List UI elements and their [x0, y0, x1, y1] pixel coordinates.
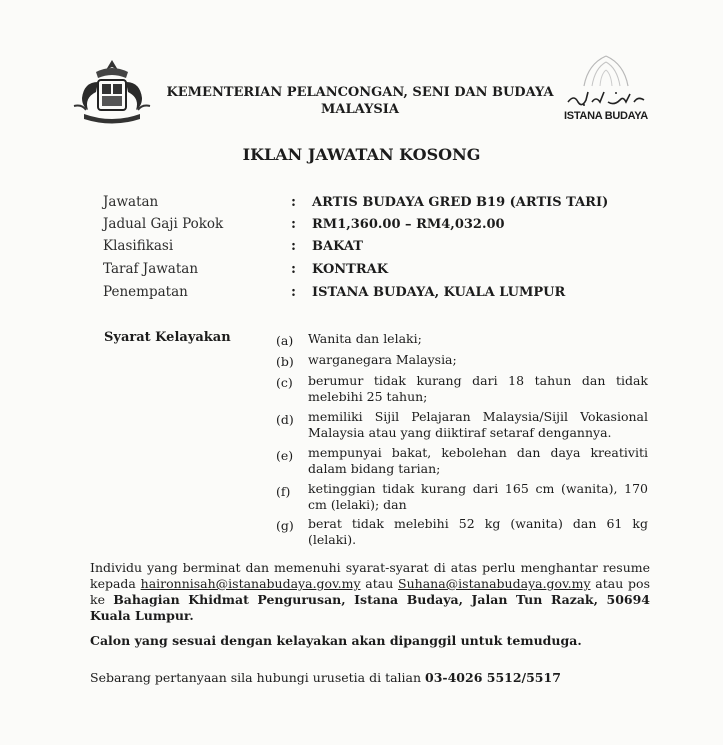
- syarat-kelayakan-label: Syarat Kelayakan: [104, 330, 231, 345]
- criteria-item: berumur tidak kurang dari 18 tahun dan tidak melebihi 25 tahun;: [308, 373, 648, 404]
- criteria-marker: (g): [276, 518, 294, 533]
- detail-value-gaji: RM1,360.00 – RM4,032.00: [312, 217, 505, 232]
- detail-colon: :: [291, 284, 296, 300]
- detail-label-taraf: Taraf Jawatan: [103, 261, 199, 277]
- detail-colon: :: [291, 238, 296, 254]
- criteria-item: mempunyai bakat, kebolehan dan daya kreativiti dalam bidang tarian;: [308, 445, 648, 476]
- detail-colon: :: [291, 261, 296, 277]
- contact-line: [90, 670, 650, 686]
- interview-notice: Calon yang sesuai dengan kelayakan akan dipanggil untuk temuduga.: [90, 633, 582, 648]
- criteria-item: warganegara Malaysia;: [308, 352, 457, 367]
- criteria-marker: (f): [276, 484, 291, 499]
- detail-value-penempatan: ISTANA BUDAYA, KUALA LUMPUR: [312, 285, 566, 300]
- detail-label-jawatan: Jawatan: [103, 194, 159, 210]
- criteria-item: berat tidak melebihi 52 kg (wanita) dan 61 kg (lelaki).: [308, 516, 648, 547]
- email-link-suhana[interactable]: Suhana@istanabudaya.gov.my: [398, 576, 591, 591]
- criteria-marker: (e): [276, 448, 294, 463]
- criteria-marker: (b): [276, 354, 294, 369]
- detail-colon: :: [291, 216, 296, 232]
- detail-value-klasifikasi: BAKAT: [312, 239, 363, 254]
- istana-budaya-logo-text: ISTANA BUDAYA: [564, 110, 648, 122]
- application-text: atau: [360, 576, 399, 591]
- detail-label-klasifikasi: Klasifikasi: [103, 238, 174, 254]
- criteria-marker: (a): [276, 333, 294, 348]
- ministry-line1: KEMENTERIAN PELANCONGAN, SENI DAN BUDAYA: [166, 85, 554, 100]
- criteria-marker: (d): [276, 412, 294, 427]
- ministry-name: [160, 84, 560, 118]
- application-paragraph: [90, 560, 650, 624]
- criteria-item: Wanita dan lelaki;: [308, 331, 422, 346]
- contact-text: Sebarang pertanyaan sila hubungi urusetia di talian: [90, 670, 426, 685]
- contact-phone: 03-4026 5512/5517: [425, 670, 561, 685]
- application-text: Individu yang berminat dan memenuhi syarat-syarat di atas perlu menghantar resume kepada: [90, 560, 650, 591]
- application-text: atau pos ke: [90, 576, 650, 607]
- criteria-item: memiliki Sijil Pelajaran Malaysia/Sijil Vokasional Malaysia atau yang diiktiraf setaraf dengannya.: [308, 409, 648, 440]
- postal-address: Bahagian Khidmat Pengurusan, Istana Budaya, Jalan Tun Razak, 50694 Kuala Lumpur.: [90, 592, 650, 623]
- istana-budaya-emblem-icon: [574, 52, 638, 90]
- email-link-haironnisah[interactable]: haironnisah@istanabudaya.gov.my: [140, 576, 361, 591]
- jawi-script-icon: [564, 90, 648, 108]
- criteria-item: ketinggian tidak kurang dari 165 cm (wanita), 170 cm (lelaki); dan: [308, 481, 648, 512]
- detail-value-jawatan: ARTIS BUDAYA GRED B19 (ARTIS TARI): [312, 195, 609, 210]
- istana-budaya-logo: [556, 50, 656, 128]
- detail-label-penempatan: Penempatan: [103, 284, 188, 300]
- detail-colon: :: [291, 194, 296, 210]
- malaysia-coat-of-arms-icon: [68, 58, 156, 128]
- ministry-line2: MALAYSIA: [321, 102, 399, 117]
- detail-value-taraf: KONTRAK: [312, 262, 389, 277]
- detail-label-gaji: Jadual Gaji Pokok: [103, 216, 224, 232]
- criteria-marker: (c): [276, 375, 293, 390]
- page-title: IKLAN JAWATAN KOSONG: [242, 145, 481, 164]
